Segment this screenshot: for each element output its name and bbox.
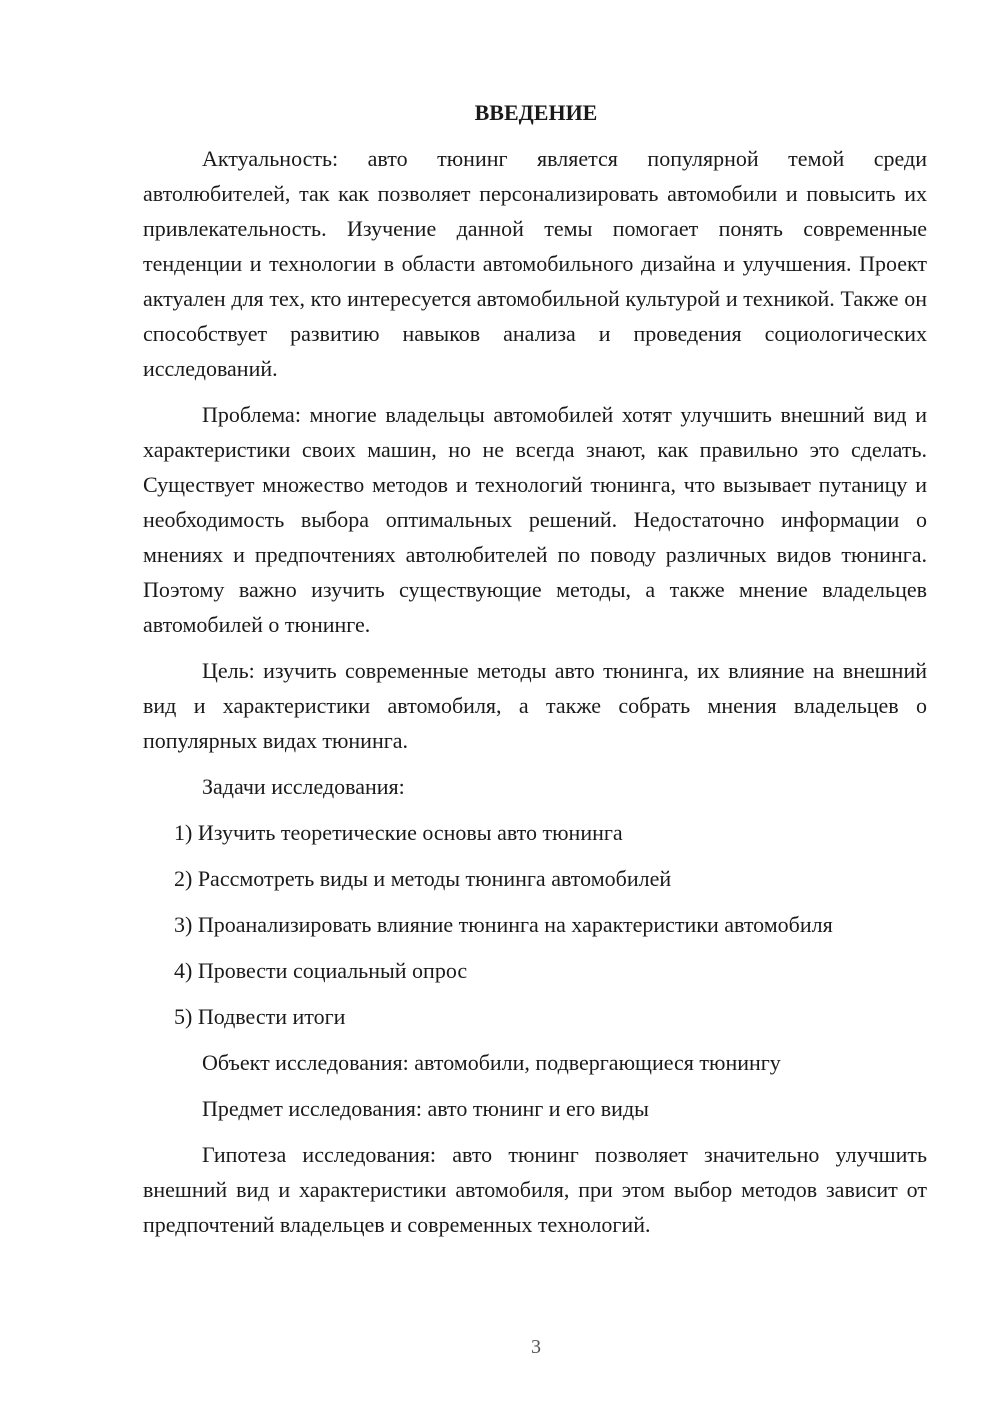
research-hypothesis: Гипотеза исследования: авто тюнинг позволяет значительно улучшить внешний вид и характеристики автомобиля, при этом выбор методов зависит от предпочтений владельцев и современных технологий.: [143, 1142, 927, 1237]
list-item: 1) Изучить теоретические основы авто тюнинга: [174, 820, 623, 845]
tasks-heading: Задачи исследования:: [202, 774, 405, 799]
list-item: 2) Рассмотреть виды и методы тюнинга автомобилей: [174, 866, 672, 891]
page-content: [143, 95, 927, 1253]
research-object: Объект исследования: автомобили, подвергающиеся тюнингу: [202, 1050, 781, 1075]
tasks-list: [143, 815, 927, 1034]
paragraph-relevance: Актуальность: авто тюнинг является популярной темой среди автолюбителей, так как позволяет персонализировать автомобили и повысить их привлекательность. Изучение данной темы помогает понять современные тенденции и технологии в области автомобильного дизайна и улучшения. Проект актуален для тех, кто интересуется автомобильной культурой и техникой. Также он способствует развитию навыков анализа и проведения социологических исследований.: [143, 146, 927, 381]
page-number: 3: [531, 1336, 541, 1358]
section-title: ВВЕДЕНИЕ: [474, 100, 598, 125]
list-item: 4) Провести социальный опрос: [174, 958, 468, 983]
paragraph-goal: Цель: изучить современные методы авто тюнинга, их влияние на внешний вид и характеристики автомобиля, а также собрать мнения владельцев о популярных видах тюнинга.: [143, 658, 927, 753]
research-subject: Предмет исследования: авто тюнинг и его виды: [202, 1096, 649, 1121]
list-item: 3) Проанализировать влияние тюнинга на характеристики автомобиля: [174, 912, 833, 937]
list-item: 5) Подвести итоги: [174, 1004, 346, 1029]
paragraph-problem: Проблема: многие владельцы автомобилей хотят улучшить внешний вид и характеристики своих машин, но не всегда знают, как правильно это сделать. Существует множество методов и технологий тюнинга, что вызывает путаницу и необходимость выбора оптимальных решений. Недостаточно информации о мнениях и предпочтениях автолюбителей по поводу различных видов тюнинга. Поэтому важно изучить существующие методы, а также мнение владельцев автомобилей о тюнинге.: [143, 402, 927, 637]
